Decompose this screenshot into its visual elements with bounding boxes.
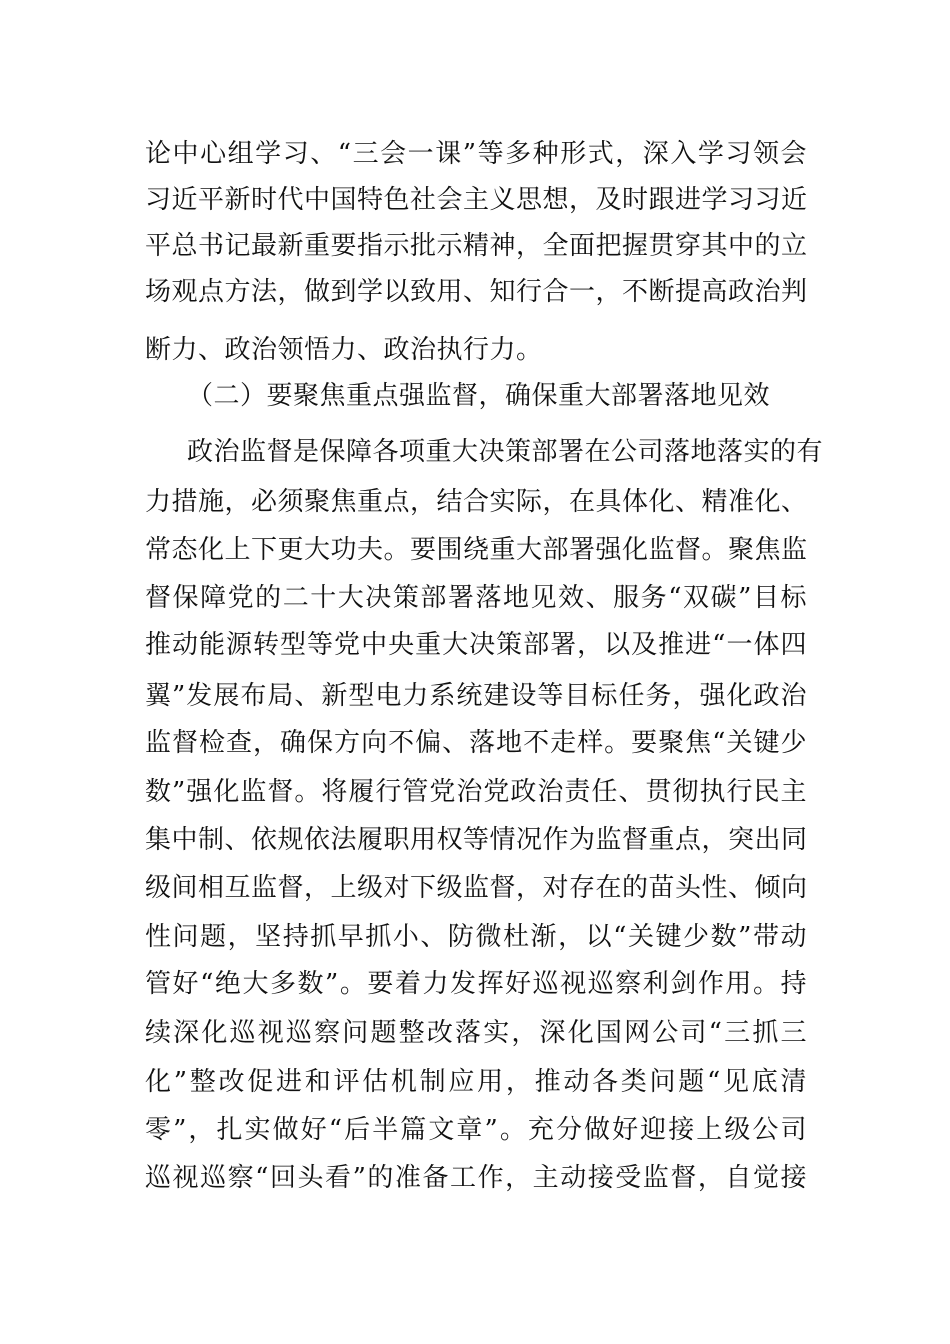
paragraph-2-line-11: 性问题，坚持抓早抓小、防微杜渐，以“关键少数”带动	[145, 922, 807, 952]
paragraph-1-line-4: 场观点方法，做到学以致用、知行合一，不断提高政治判	[145, 277, 808, 307]
paragraph-2-line-12: 管好“绝大多数”。要着力发挥好巡视巡察利剑作用。持	[145, 969, 807, 999]
paragraph-2-line-2: 力措施，必须聚焦重点，结合实际，在具体化、精准化、	[145, 487, 808, 517]
paragraph-2-line-3: 常态化上下更大功夫。要围绕重大部署强化监督。聚焦监	[145, 535, 808, 565]
paragraph-1-line-5: 断力、政治领悟力、政治执行力。	[145, 335, 543, 365]
paragraph-2-line-1: 政治监督是保障各项重大决策部署在公司落地落实的有	[187, 437, 824, 467]
paragraph-2-line-13: 续深化巡视巡察问题整改落实，深化国网公司“三抓三	[145, 1018, 807, 1048]
paragraph-2-line-14: 化”整改促进和评估机制应用，推动各类问题“见底清	[145, 1067, 807, 1097]
paragraph-2-line-10: 级间相互监督，上级对下级监督，对存在的苗头性、倾向	[145, 873, 808, 903]
paragraph-1-line-1: 论中心组学习、“三会一课”等多种形式，深入学习领会	[145, 139, 807, 169]
paragraph-2-line-15: 零”，扎实做好“后半篇文章”。充分做好迎接上级公司	[145, 1115, 807, 1145]
paragraph-2-line-16: 巡视巡察“回头看”的准备工作，主动接受监督，自觉接	[145, 1163, 807, 1193]
paragraph-2-line-7: 监督检查，确保方向不偏、落地不走样。要聚焦“关键少	[145, 728, 807, 758]
paragraph-2-line-4: 督保障党的二十大决策部署落地见效、服务“双碳”目标	[145, 583, 807, 613]
paragraph-2-line-6: 翼”发展布局、新型电力系统建设等目标任务，强化政治	[145, 681, 807, 711]
paragraph-2-line-8: 数”强化监督。将履行管党治党政治责任、贯彻执行民主	[145, 777, 807, 807]
paragraph-1-line-2: 习近平新时代中国特色社会主义思想，及时跟进学习习近	[145, 185, 808, 215]
paragraph-2-line-5: 推动能源转型等党中央重大决策部署，以及推进“一体四	[145, 630, 807, 660]
section-heading: （二）要聚焦重点强监督，确保重大部署落地见效	[187, 381, 771, 411]
paragraph-1-line-3: 平总书记最新重要指示批示精神，全面把握贯穿其中的立	[145, 231, 808, 261]
paragraph-2-line-9: 集中制、依规依法履职用权等情况作为监督重点，突出同	[145, 825, 808, 855]
